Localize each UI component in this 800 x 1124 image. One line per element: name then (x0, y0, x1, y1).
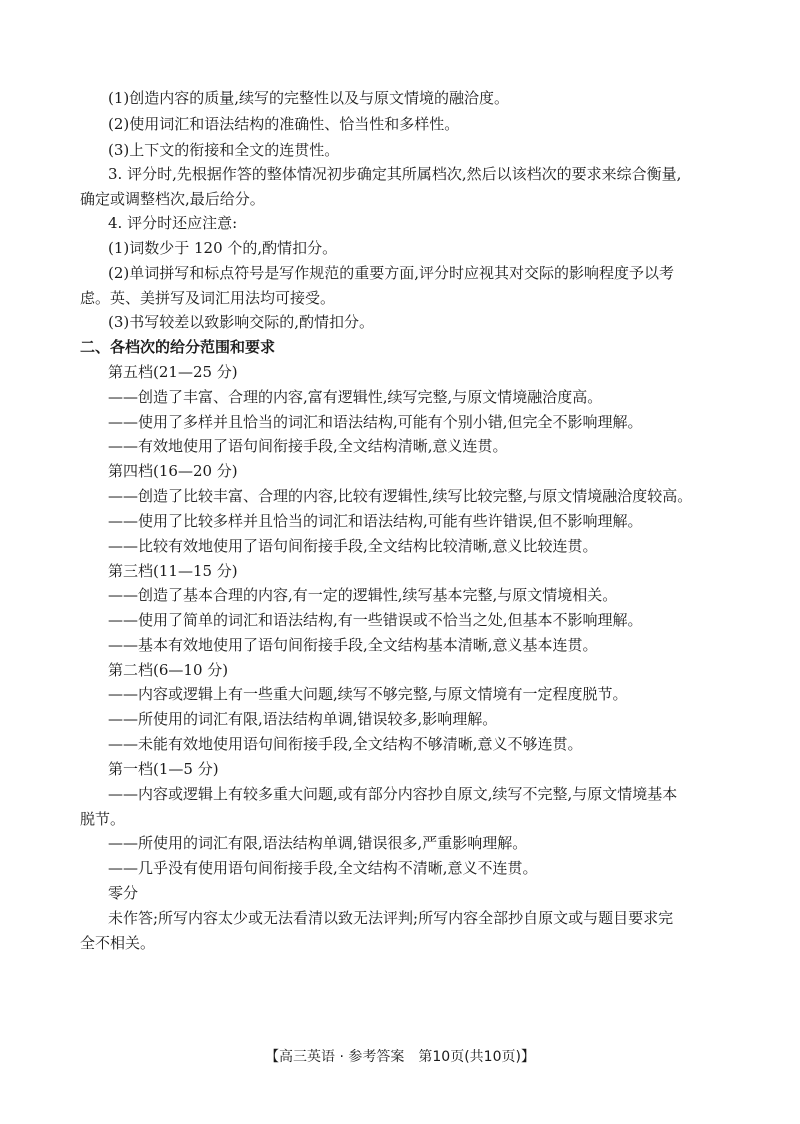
tier-1-item2: ——所使用的词汇有限,语法结构单调,错误很多,严重影响理解。 (108, 834, 528, 852)
tier-5-item: ——使用了多样并且恰当的词汇和语法结构,可能有个别小错,但完全不影响理解。 (108, 413, 643, 431)
tier-1-item1-line1: ——内容或逻辑上有较多重大问题,或有部分内容抄自原文,续写不完整,与原文情境基本 (108, 785, 678, 803)
rule-4-item3: (3)书写较差以致影响交际的,酌情扣分。 (108, 313, 375, 331)
tier-4-item: ——创造了比较丰富、合理的内容,比较有逻辑性,续写比较完整,与原文情境融洽度较高。 (108, 487, 693, 505)
tier-4-item: ——使用了比较多样并且恰当的词汇和语法结构,可能有些许错误,但不影响理解。 (108, 512, 643, 530)
rule-3-line1: 3. 评分时,先根据作答的整体情况初步确定其所属档次,然后以该档次的要求来综合衡量, (108, 165, 682, 183)
page-footer: 【高三英语 · 参考答案 第10页(共10页)】 (265, 1049, 535, 1065)
tier-5-item: ——创造了丰富、合理的内容,富有逻辑性,续写完整,与原文情境融洽度高。 (108, 388, 603, 406)
section-2-heading: 二、各档次的给分范围和要求 (80, 338, 276, 356)
tier-5-title: 第五档(21—25 分) (108, 363, 238, 381)
tier-2-item: ——内容或逻辑上有一些重大问题,续写不够完整,与原文情境有一定程度脱节。 (108, 685, 628, 703)
criterion-2: (2)使用词汇和语法结构的准确性、恰当性和多样性。 (108, 115, 460, 133)
tier-5-item: ——有效地使用了语句间衔接手段,全文结构清晰,意义连贯。 (108, 437, 508, 455)
tier-3-title: 第三档(11—15 分) (108, 562, 238, 580)
rule-4-item2-line1: (2)单词拼写和标点符号是写作规范的重要方面,评分时应视其对交际的影响程度予以考 (108, 264, 675, 282)
tier-2-title: 第二档(6—10 分) (108, 661, 229, 679)
tier-3-item: ——基本有效地使用了语句间衔接手段,全文结构基本清晰,意义基本连贯。 (108, 636, 598, 654)
rule-4-item1: (1)词数少于 120 个的,酌情扣分。 (108, 239, 338, 257)
criterion-1: (1)创造内容的质量,续写的完整性以及与原文情境的融洽度。 (108, 89, 510, 107)
tier-4-title: 第四档(16—20 分) (108, 462, 238, 480)
tier-4-item: ——比较有效地使用了语句间衔接手段,全文结构比较清晰,意义比较连贯。 (108, 537, 598, 555)
tier-0-line1: 未作答;所写内容太少或无法看清以致无法评判;所写内容全部抄自原文或与题目要求完 (108, 909, 674, 927)
tier-1-item3: ——几乎没有使用语句间衔接手段,全文结构不清晰,意义不连贯。 (108, 859, 538, 877)
criterion-3: (3)上下文的衔接和全文的连贯性。 (108, 141, 340, 159)
tier-0-title: 零分 (108, 884, 139, 902)
tier-2-item: ——未能有效地使用语句间衔接手段,全文结构不够清晰,意义不够连贯。 (108, 735, 583, 753)
rule-3-line2: 确定或调整档次,最后给分。 (80, 190, 265, 208)
rule-4-item2-line2: 虑。英、美拼写及词汇用法均可接受。 (80, 289, 336, 307)
tier-1-title: 第一档(1—5 分) (108, 760, 219, 778)
tier-2-item: ——所使用的词汇有限,语法结构单调,错误较多,影响理解。 (108, 710, 498, 728)
rule-4-heading: 4. 评分时还应注意: (108, 214, 238, 232)
tier-0-line2: 全不相关。 (80, 934, 156, 952)
tier-3-item: ——使用了简单的词汇和语法结构,有一些错误或不恰当之处,但基本不影响理解。 (108, 611, 643, 629)
tier-1-item1-line2: 脱节。 (80, 810, 126, 828)
tier-3-item: ——创造了基本合理的内容,有一定的逻辑性,续写基本完整,与原文情境相关。 (108, 586, 618, 604)
